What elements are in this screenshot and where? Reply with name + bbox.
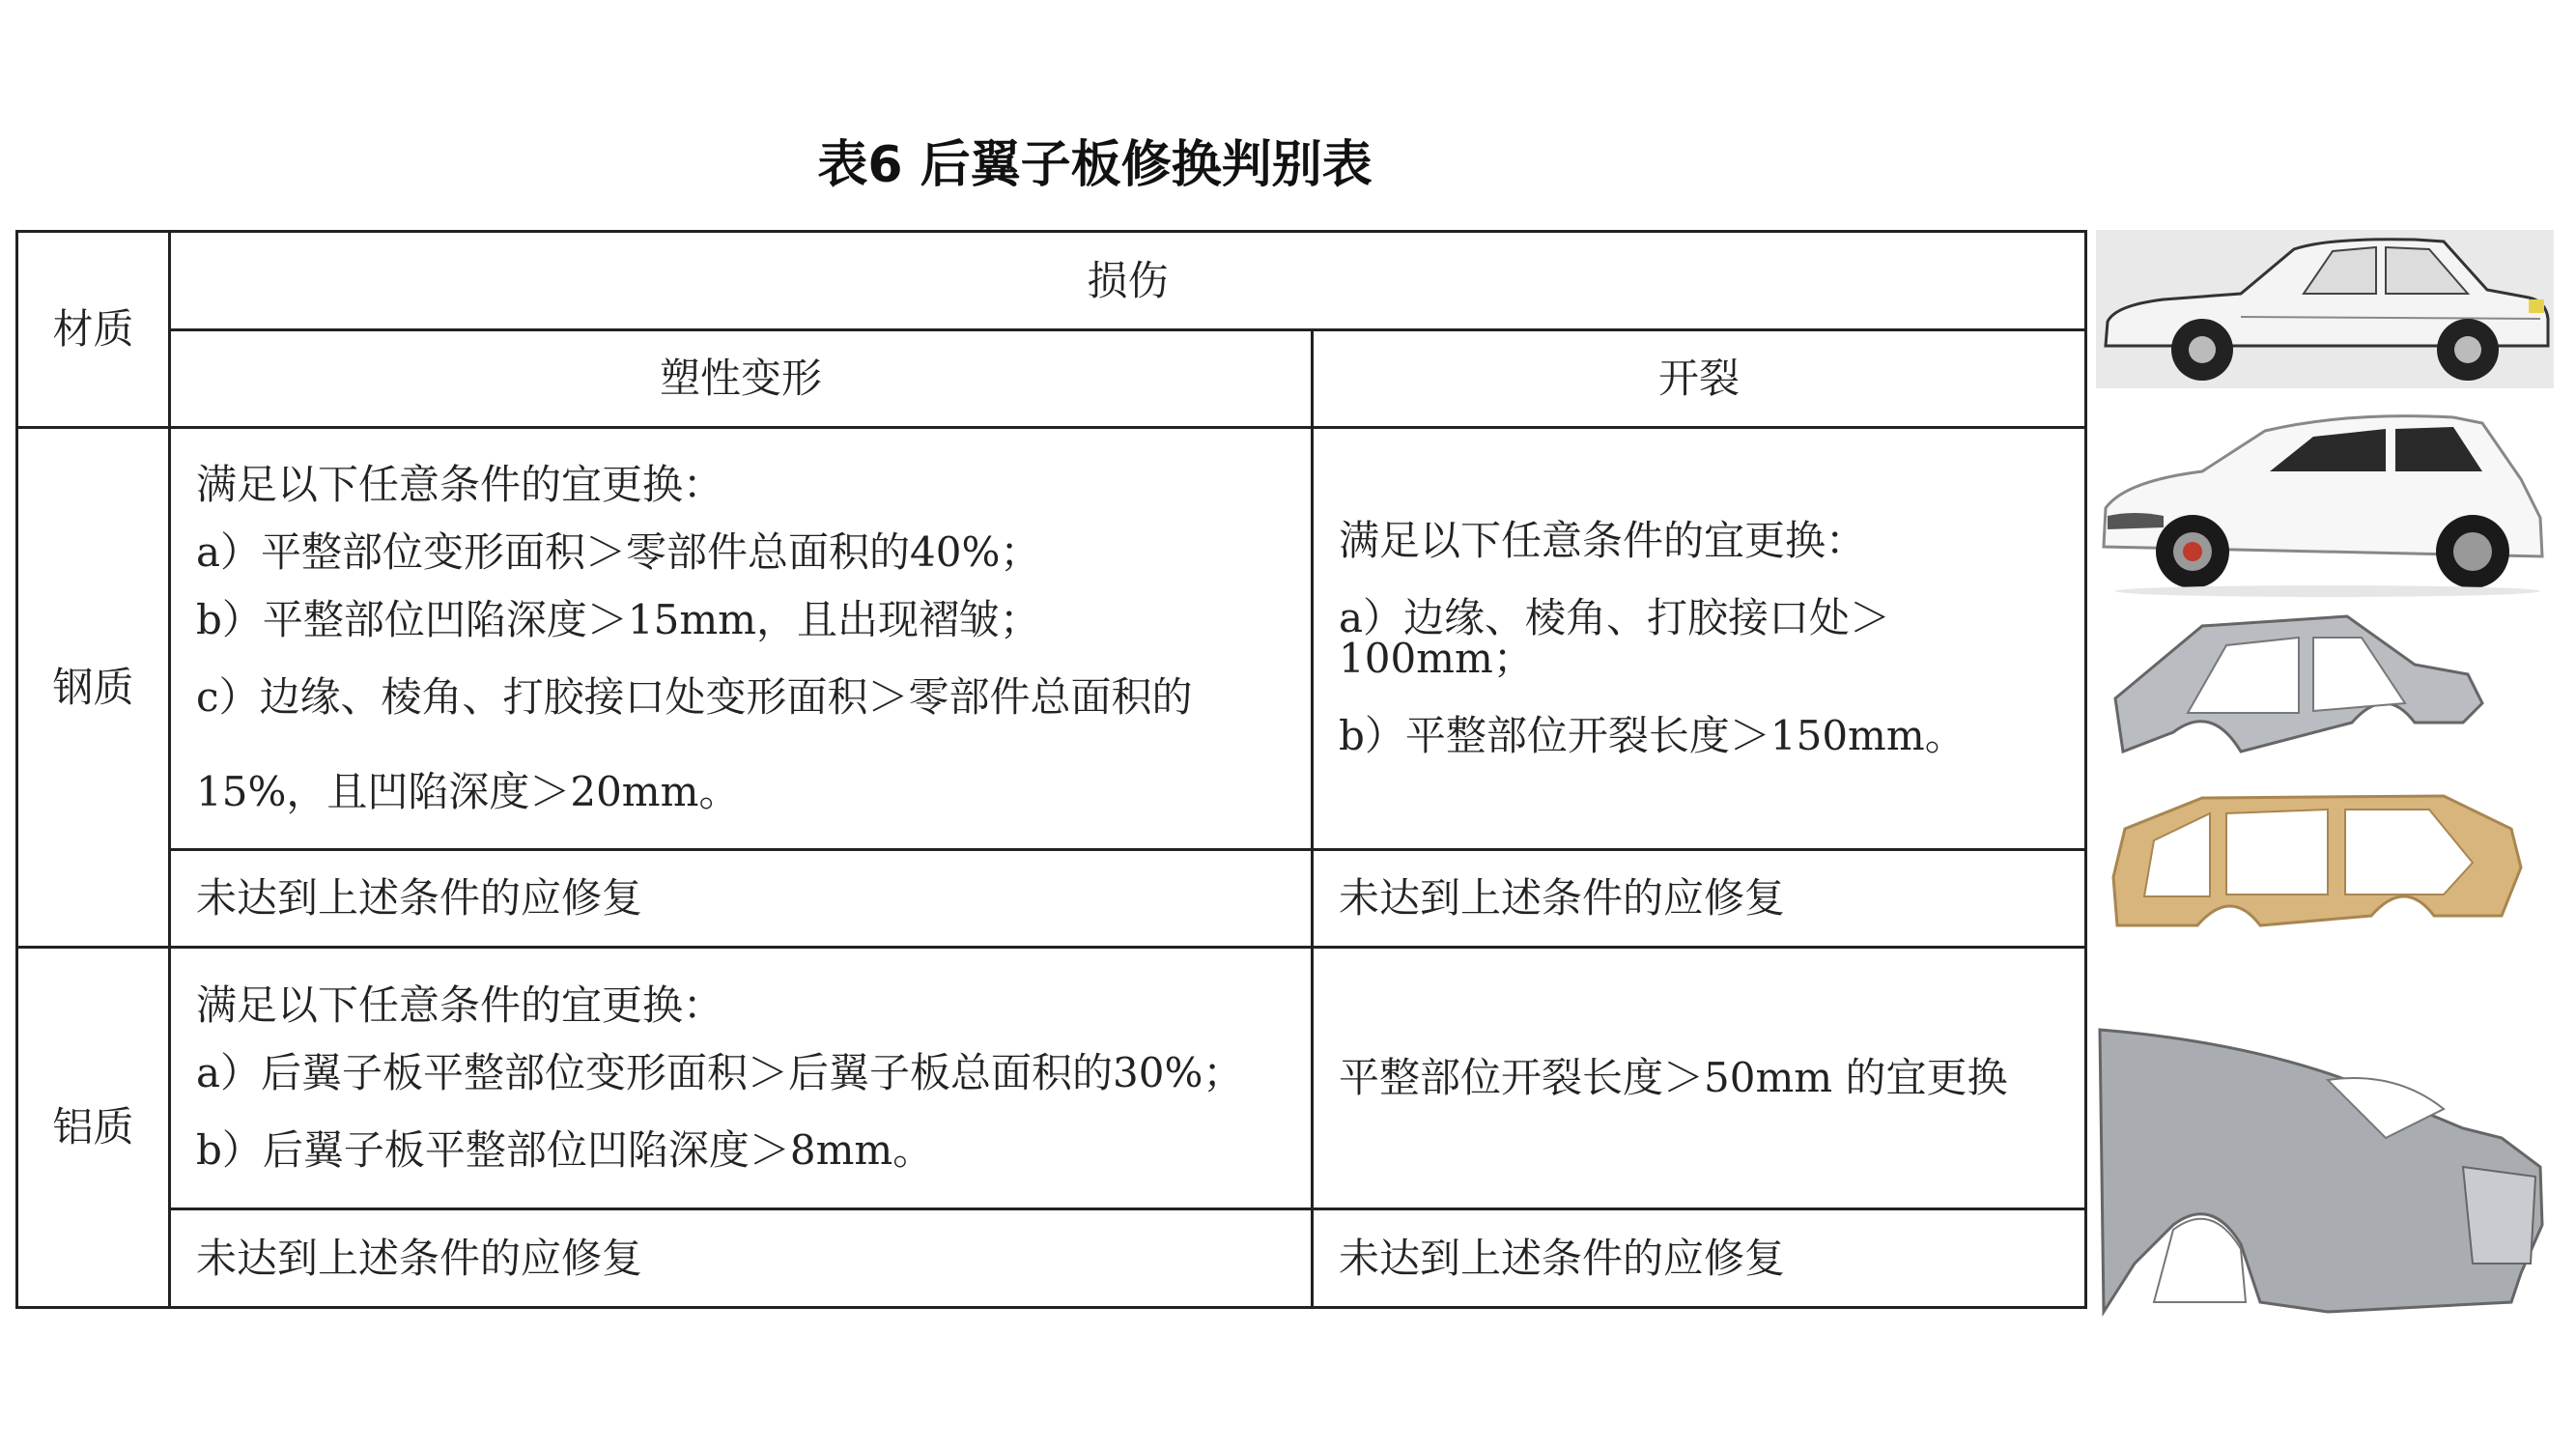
aluminum-plastic-repair: 未达到上述条件的应修复 bbox=[170, 1209, 1313, 1308]
steel-crack-conditions bbox=[1313, 428, 2086, 850]
hatchback-car-image bbox=[2096, 402, 2554, 600]
tan-side-panel-image bbox=[2096, 781, 2554, 935]
steel-crack-repair: 未达到上述条件的应修复 bbox=[1313, 850, 2086, 948]
condition-line: a）后翼子板平整部位变形面积＞后翼子板总面积的30%； bbox=[196, 1049, 1244, 1096]
condition-line: b）平整部位开裂长度＞150mm。 bbox=[1339, 712, 1966, 759]
condition-line: c）边缘、棱角、打胶接口处变形面积＞零部件总面积的 bbox=[196, 673, 1193, 721]
condition-line: 满足以下任意条件的宜更换： bbox=[196, 981, 724, 1029]
condition-line: b）后翼子板平整部位凹陷深度＞8mm。 bbox=[196, 1126, 934, 1174]
condition-line: 15%，且凹陷深度＞20mm。 bbox=[196, 768, 740, 815]
header-damage: 损伤 bbox=[170, 232, 2086, 330]
aluminum-plastic-conditions bbox=[170, 948, 1313, 1209]
aluminum-crack-repair: 未达到上述条件的应修复 bbox=[1313, 1209, 2086, 1308]
steel-side-panel-image bbox=[2096, 607, 2554, 781]
condition-line: a）边缘、棱角、打胶接口处＞100mm； bbox=[1339, 594, 1891, 682]
sedan-side-image bbox=[2096, 230, 2554, 388]
condition-line: b）平整部位凹陷深度＞15mm，且出现褶皱； bbox=[196, 596, 1040, 643]
reference-images bbox=[2096, 230, 2554, 1317]
aluminum-crack-condition: 平整部位开裂长度＞50mm 的宜更换 bbox=[1313, 948, 2086, 1209]
fender-repair-table bbox=[15, 230, 2087, 1309]
material-steel: 钢质 bbox=[17, 428, 170, 948]
condition-line: a）平整部位变形面积＞零部件总面积的40%； bbox=[196, 528, 1041, 576]
header-material: 材质 bbox=[17, 232, 170, 428]
rear-fender-panel-image bbox=[2096, 1022, 2554, 1317]
header-plastic-deformation: 塑性变形 bbox=[170, 330, 1313, 428]
steel-plastic-repair: 未达到上述条件的应修复 bbox=[170, 850, 1313, 948]
material-aluminum: 铝质 bbox=[17, 948, 170, 1308]
condition-line: 满足以下任意条件的宜更换： bbox=[1339, 517, 1867, 564]
table-title: 表6 后翼子板修换判别表 bbox=[817, 136, 1373, 194]
condition-line: 满足以下任意条件的宜更换： bbox=[196, 461, 724, 508]
steel-plastic-conditions bbox=[170, 428, 1313, 850]
header-crack: 开裂 bbox=[1313, 330, 2086, 428]
